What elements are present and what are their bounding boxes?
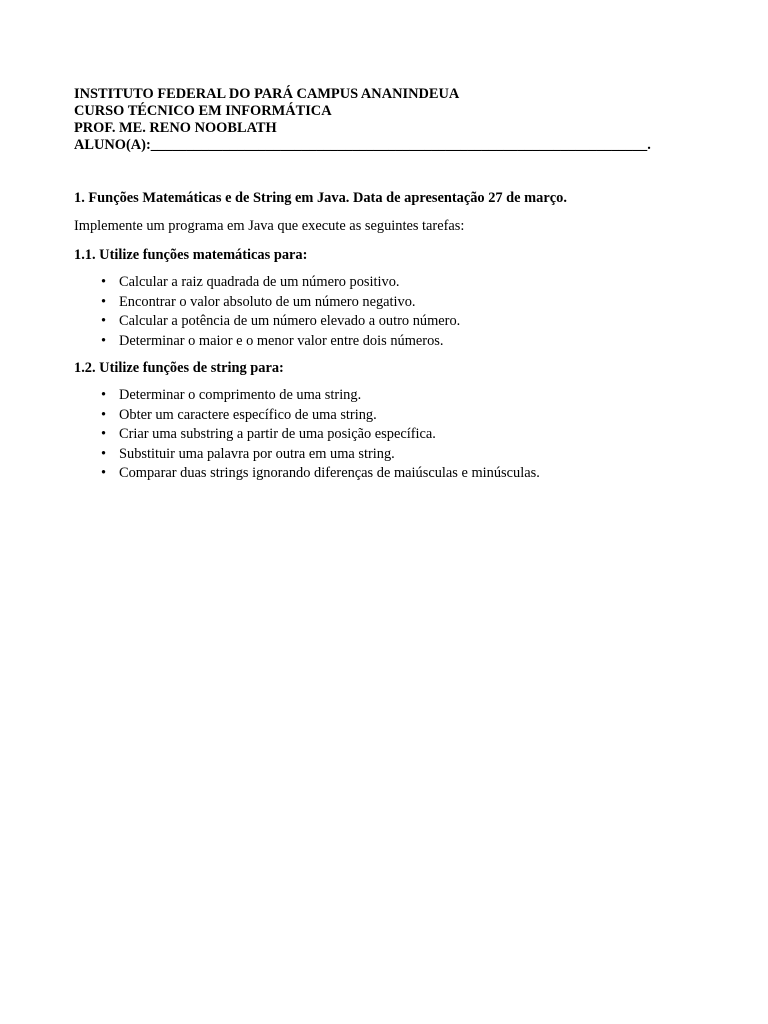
list-item xyxy=(101,445,708,465)
math-task-list xyxy=(74,273,708,351)
subsection-string-title: 1.2. Utilize funções de string para: xyxy=(74,360,284,376)
list-item xyxy=(101,273,708,293)
subsection-math-title: 1.1. Utilize funções matemáticas para: xyxy=(74,247,308,263)
list-item xyxy=(101,464,708,484)
section-1-intro: Implemente um programa em Java que execute as seguintes tarefas: xyxy=(74,218,465,234)
bullet-icon: • xyxy=(101,445,107,462)
list-item-text: Determinar o comprimento de uma string. xyxy=(119,387,362,403)
list-item xyxy=(101,425,708,445)
list-item xyxy=(101,293,708,313)
list-item-text: Calcular a raiz quadrada de um número positivo. xyxy=(119,274,400,290)
bullet-icon: • xyxy=(101,293,107,310)
list-item-text: Substituir uma palavra por outra em uma string. xyxy=(119,445,395,462)
list-item-text: Encontrar o valor absoluto de um número negativo. xyxy=(119,293,416,310)
bullet-icon: • xyxy=(101,313,107,329)
list-item-text: Criar uma substring a partir de uma posição específica. xyxy=(119,426,436,442)
list-item-text: Determinar o maior e o menor valor entre dois números. xyxy=(119,332,444,349)
list-item-text: Comparar duas strings ignorando diferenças de maiúsculas e minúsculas. xyxy=(119,465,540,481)
header-spacer xyxy=(74,154,708,190)
bullet-icon: • xyxy=(101,332,107,349)
string-task-list xyxy=(74,386,708,484)
bullet-icon: • xyxy=(101,274,107,290)
student-name-line: ALUNO(A):_____________________________________________________________________. xyxy=(74,137,651,153)
section-1-title: 1. Funções Matemáticas e de String em Java. Data de apresentação 27 de março. xyxy=(74,190,567,206)
bullet-icon: • xyxy=(101,406,107,423)
list-item xyxy=(101,406,708,426)
list-item xyxy=(101,386,708,406)
bullet-icon: • xyxy=(101,465,107,481)
professor-name: PROF. ME. RENO NOOBLATH xyxy=(74,120,277,136)
list-item-text: Obter um caractere específico de uma string. xyxy=(119,406,377,423)
document-header xyxy=(74,86,708,154)
institution-name: INSTITUTO FEDERAL DO PARÁ CAMPUS ANANINDEUA xyxy=(74,86,460,102)
list-item xyxy=(101,332,708,352)
course-name: CURSO TÉCNICO EM INFORMÁTICA xyxy=(74,103,332,119)
bullet-icon: • xyxy=(101,387,107,403)
list-item xyxy=(101,312,708,332)
bullet-icon: • xyxy=(101,426,107,442)
list-item-text: Calcular a potência de um número elevado a outro número. xyxy=(119,313,461,329)
